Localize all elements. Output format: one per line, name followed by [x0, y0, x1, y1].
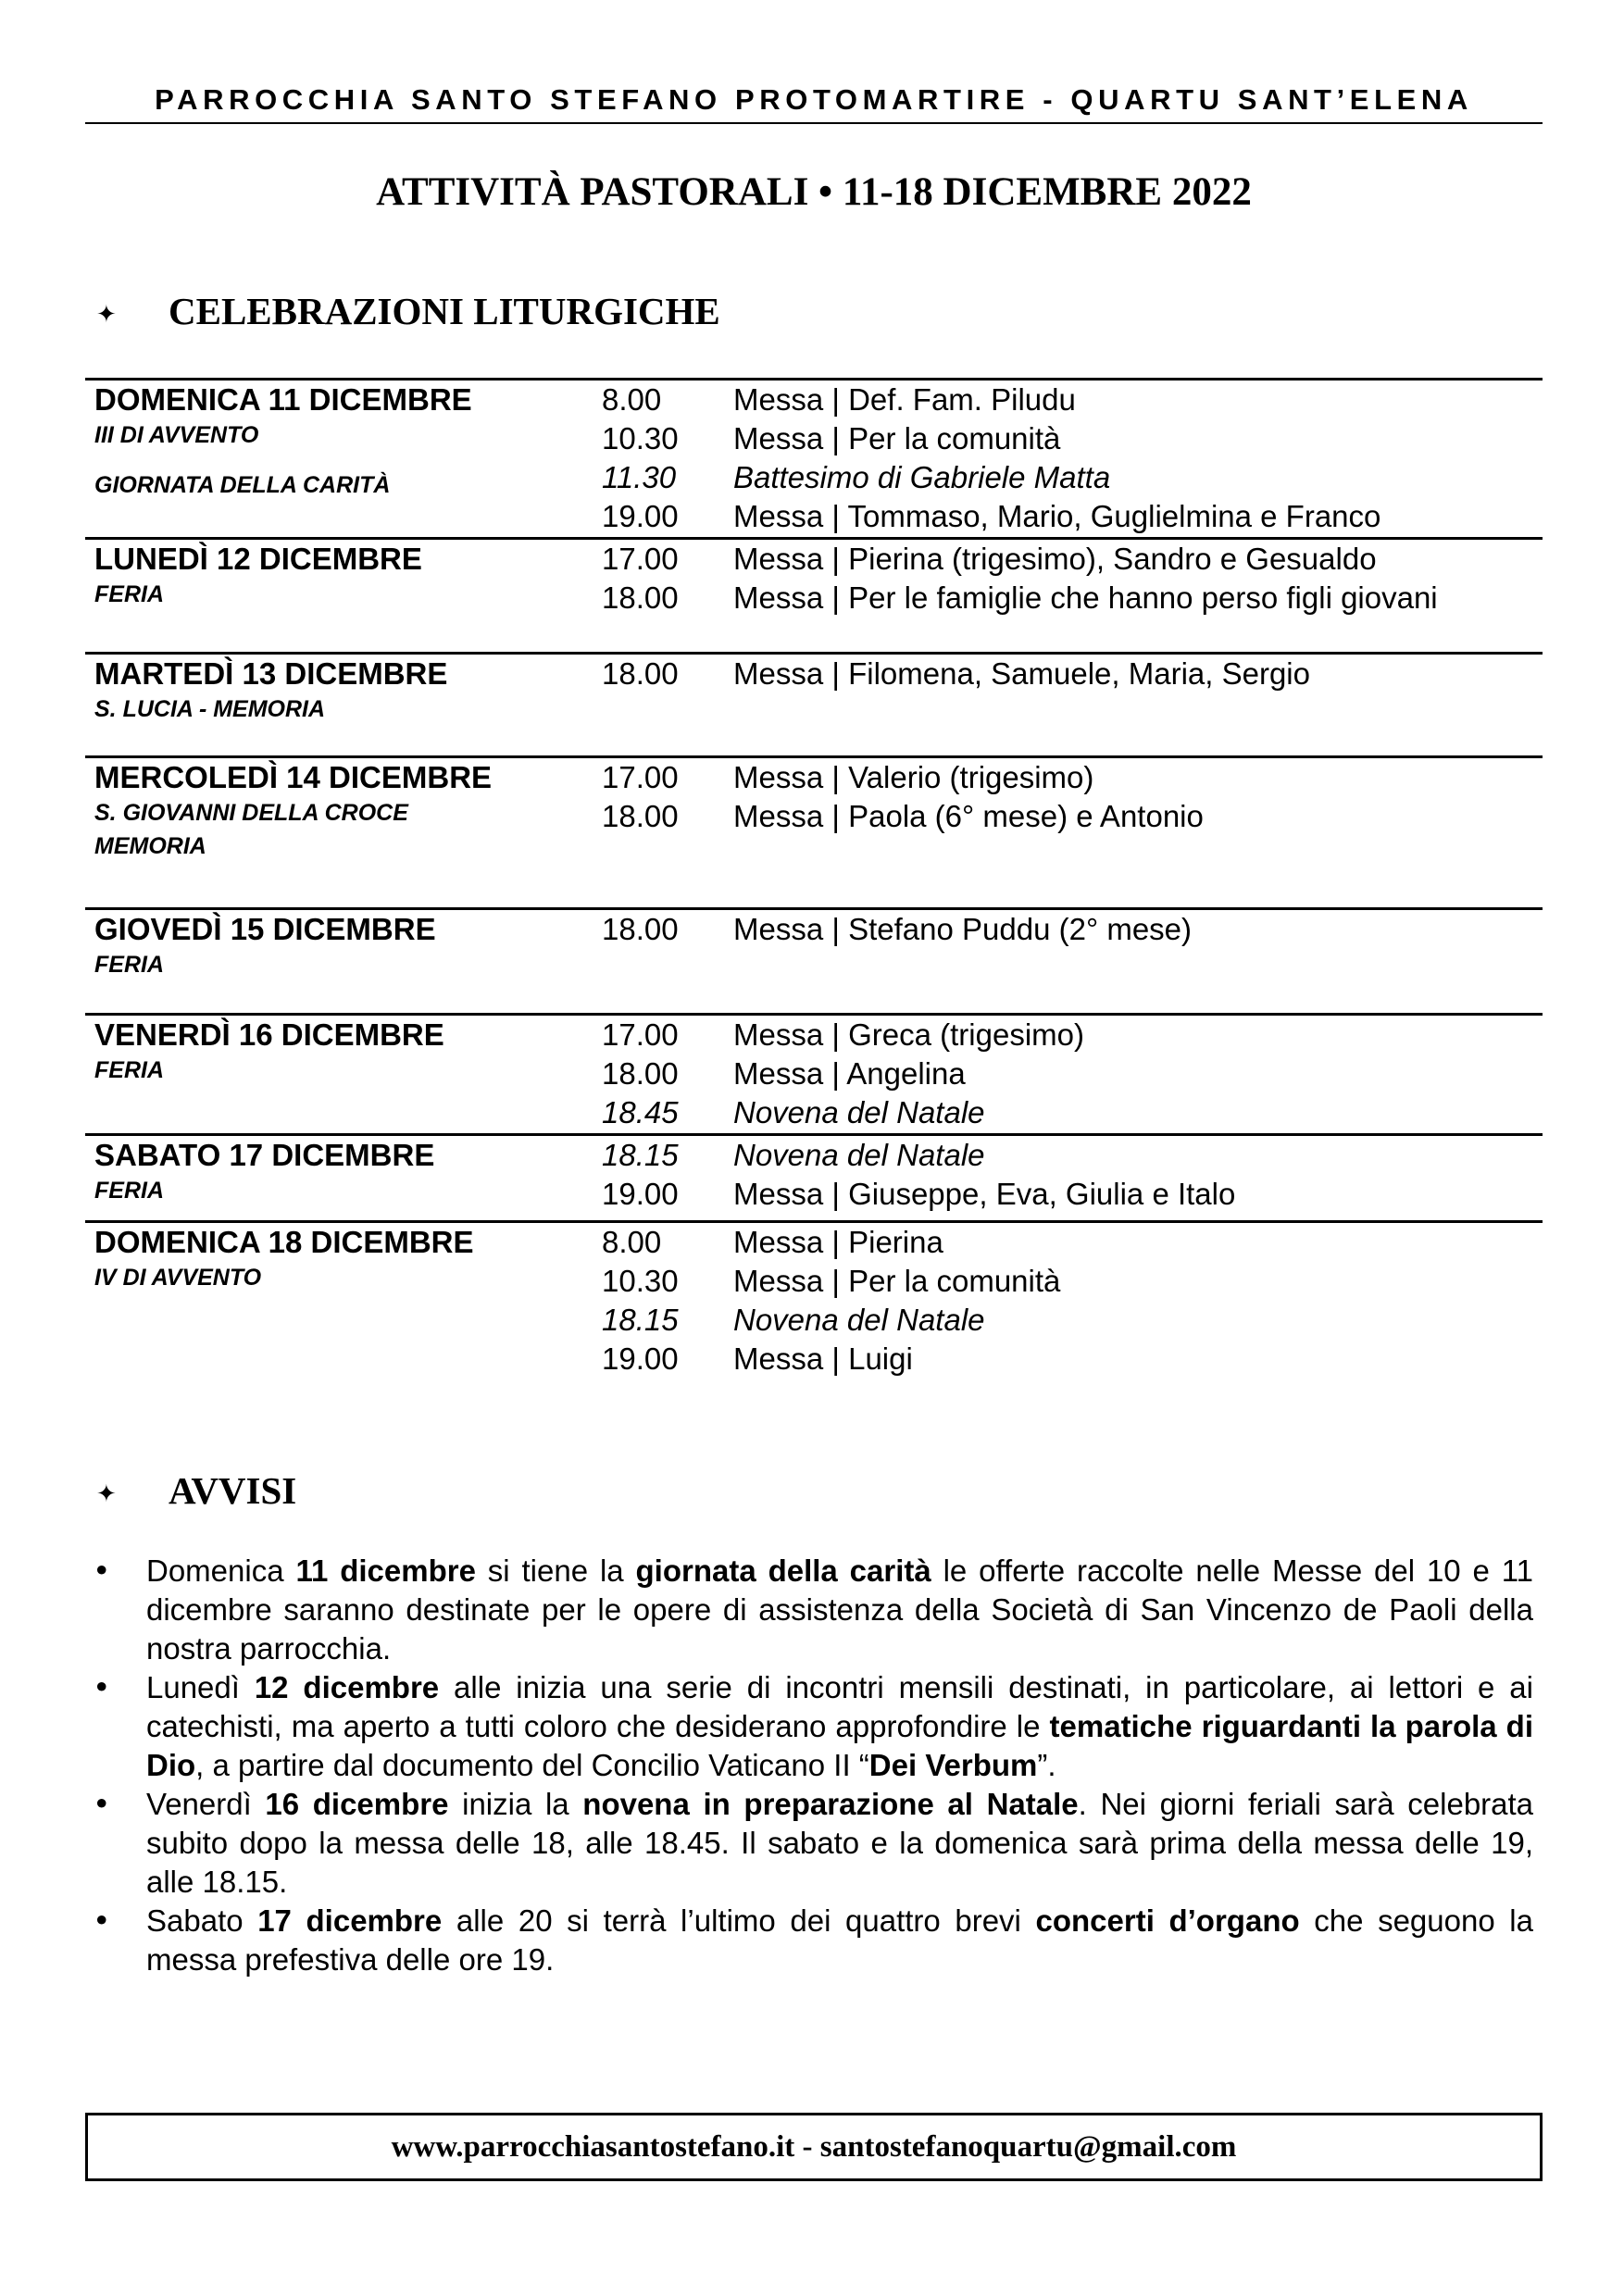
event-text: Messa | Luigi	[733, 1341, 913, 1376]
schedule-row	[85, 755, 1543, 907]
event	[602, 381, 1380, 419]
event-time: 19.00	[602, 1177, 679, 1211]
event-text: Battesimo di Gabriele Matta	[733, 460, 1111, 494]
liturgical-schedule	[85, 378, 1543, 1394]
list-item: • Sabato 17 dicembre alle 20 si terrà l’ultimo dei quattro brevi concerti d’organo che seguono la messa prefestiva delle ore 19.	[93, 1903, 1533, 1977]
event	[602, 1016, 1084, 1054]
event	[602, 419, 1380, 458]
event-text: Messa | Stefano Puddu (2° mese)	[733, 912, 1193, 946]
day-name: SABATO 17 DICEMBRE	[94, 1138, 435, 1172]
event	[602, 579, 1438, 618]
events-cell	[602, 758, 1204, 836]
schedule-row	[85, 907, 1543, 1013]
event	[602, 1093, 1084, 1132]
day-subtitle: FERIA	[94, 1057, 164, 1083]
event-text: Messa | Giuseppe, Eva, Giulia e Italo	[733, 1177, 1236, 1211]
event-time: 18.00	[602, 912, 679, 946]
events-cell	[602, 1016, 1084, 1132]
event-time: 18.15	[602, 1138, 679, 1172]
event	[602, 540, 1438, 579]
event	[602, 1223, 1060, 1262]
event-text: Messa | Per la comunità	[733, 1264, 1061, 1298]
event	[602, 1340, 1060, 1379]
event-text: Novena del Natale	[733, 1303, 985, 1337]
event-time: 18.45	[602, 1095, 679, 1129]
event-text: Messa | Pierina (trigesimo), Sandro e Gesualdo	[733, 542, 1377, 576]
event-time: 8.00	[602, 382, 662, 417]
section-label: CELEBRAZIONI LITURGICHE	[169, 290, 720, 332]
schedule-row	[85, 537, 1543, 652]
event-time: 19.00	[602, 1341, 679, 1376]
bullet-dot-icon: •	[93, 1786, 111, 1822]
event-text: Novena del Natale	[733, 1095, 985, 1129]
event-text: Messa | Greca (trigesimo)	[733, 1017, 1084, 1052]
event-time: 18.00	[602, 799, 679, 833]
events-cell	[602, 1136, 1235, 1214]
schedule-row	[85, 1013, 1543, 1133]
event	[602, 1054, 1084, 1093]
events-cell	[602, 1223, 1060, 1379]
event	[602, 458, 1380, 497]
event-time: 17.00	[602, 1017, 679, 1052]
day-cell	[94, 655, 585, 726]
footer-contact: www.parrocchiasantostefano.it - santostefanoquartu@gmail.com	[85, 2113, 1543, 2181]
bullet-dot-icon: •	[93, 1553, 111, 1589]
day-cell	[94, 381, 585, 502]
day-cell	[94, 540, 585, 611]
bullet-dot-icon: •	[93, 1669, 111, 1705]
event-text: Messa | Tommaso, Mario, Guglielmina e Franco	[733, 499, 1381, 533]
events-cell	[602, 655, 1310, 693]
event-text: Messa | Per le famiglie che hanno perso figli giovani	[733, 580, 1438, 615]
day-subtitle: FERIA	[94, 581, 164, 607]
day-name: DOMENICA 11 DICEMBRE	[94, 382, 472, 417]
event	[602, 1262, 1060, 1301]
event	[602, 758, 1204, 797]
event-time: 19.00	[602, 499, 679, 533]
event	[602, 497, 1380, 536]
event-text: Messa | Filomena, Samuele, Maria, Sergio	[733, 656, 1310, 691]
events-cell	[602, 540, 1438, 618]
event-time: 10.30	[602, 1264, 679, 1298]
section-heading-avvisi	[96, 1463, 296, 1518]
day-name: LUNEDÌ 12 DICEMBRE	[94, 542, 422, 576]
event	[602, 655, 1310, 693]
day-name: MARTEDÌ 13 DICEMBRE	[94, 656, 448, 691]
event-text: Messa | Paola (6° mese) e Antonio	[733, 799, 1204, 833]
event-time: 8.00	[602, 1225, 662, 1259]
notices-list	[93, 1552, 1533, 1979]
event-text: Messa | Angelina	[733, 1056, 966, 1091]
page-title: ATTIVITÀ PASTORALI • 11-18 DICEMBRE 2022	[376, 170, 1252, 214]
events-cell	[602, 910, 1192, 949]
list-item: • Lunedì 12 dicembre alle inizia una serie di incontri mensili destinati, in particolare, ai lettori e ai catechisti, ma aperto a tutti coloro che desiderano approfondire le tematiche riguardanti la parola di Dio, a partire dal documento del Concilio Vaticano II “Dei Verbum”.	[93, 1669, 1534, 1782]
event-text: Messa | Pierina	[733, 1225, 943, 1259]
day-subtitle: S. LUCIA - MEMORIA	[94, 696, 326, 722]
event-text: Novena del Natale	[733, 1138, 985, 1172]
bullet-dot-icon: •	[93, 1903, 111, 1939]
day-name: GIOVEDÌ 15 DICEMBRE	[94, 912, 436, 946]
four-point-star-icon: ✦	[96, 1480, 117, 1508]
day-name: MERCOLEDÌ 14 DICEMBRE	[94, 760, 493, 794]
event-time: 18.00	[602, 656, 679, 691]
day-cell	[94, 1016, 585, 1087]
event-time: 11.30	[602, 460, 677, 494]
section-heading-celebrazioni	[96, 283, 720, 339]
day-subtitle: IV DI AVVENTO	[94, 1265, 262, 1291]
section-label: AVVISI	[169, 1469, 297, 1512]
day-subtitle: GIORNATA DELLA CARITÀ	[94, 472, 391, 498]
day-subtitle: FERIA	[94, 1178, 164, 1204]
schedule-row	[85, 1220, 1543, 1394]
parish-header: PARROCCHIA SANTO STEFANO PROTOMARTIRE - QUARTU SANT’ELENA	[85, 78, 1543, 124]
event	[602, 910, 1192, 949]
event-time: 10.30	[602, 421, 679, 455]
schedule-row	[85, 1133, 1543, 1220]
day-name: DOMENICA 18 DICEMBRE	[94, 1225, 474, 1259]
day-cell	[94, 910, 585, 981]
list-item: • Venerdì 16 dicembre inizia la novena in preparazione al Natale. Nei giorni feriali sarà celebrata subito dopo la messa delle 18, alle 18.45. Il sabato e la domenica sarà prima della messa delle 19, alle 18.15.	[93, 1786, 1534, 1899]
event-time: 18.00	[602, 580, 679, 615]
day-subtitle: FERIA	[94, 952, 164, 978]
day-cell	[94, 758, 585, 863]
event	[602, 797, 1204, 836]
day-cell	[94, 1223, 585, 1294]
event-text: Messa | Def. Fam. Piludu	[733, 382, 1076, 417]
event-time: 17.00	[602, 542, 679, 576]
schedule-row	[85, 652, 1543, 755]
day-cell	[94, 1136, 585, 1207]
day-subtitle: III DI AVVENTO	[94, 422, 259, 448]
event-time: 18.15	[602, 1303, 679, 1337]
four-point-star-icon: ✦	[96, 301, 117, 329]
event	[602, 1136, 1235, 1175]
event	[602, 1175, 1235, 1214]
event	[602, 1301, 1060, 1340]
event-time: 17.00	[602, 760, 679, 794]
day-subtitle: MEMORIA	[94, 833, 206, 859]
event-text: Messa | Valerio (trigesimo)	[733, 760, 1094, 794]
day-subtitle: S. GIOVANNI DELLA CROCE	[94, 800, 408, 826]
day-name: VENERDÌ 16 DICEMBRE	[94, 1017, 444, 1052]
events-cell	[602, 381, 1380, 536]
event-time: 18.00	[602, 1056, 679, 1091]
event-text: Messa | Per la comunità	[733, 421, 1061, 455]
list-item: • Domenica 11 dicembre si tiene la giornata della carità le offerte raccolte nelle Messe del 10 e 11 dicembre saranno destinate per le opere di assistenza della Società di San Vincenzo de Paoli della nostra parrocchia.	[93, 1553, 1534, 1666]
schedule-row	[85, 378, 1543, 537]
